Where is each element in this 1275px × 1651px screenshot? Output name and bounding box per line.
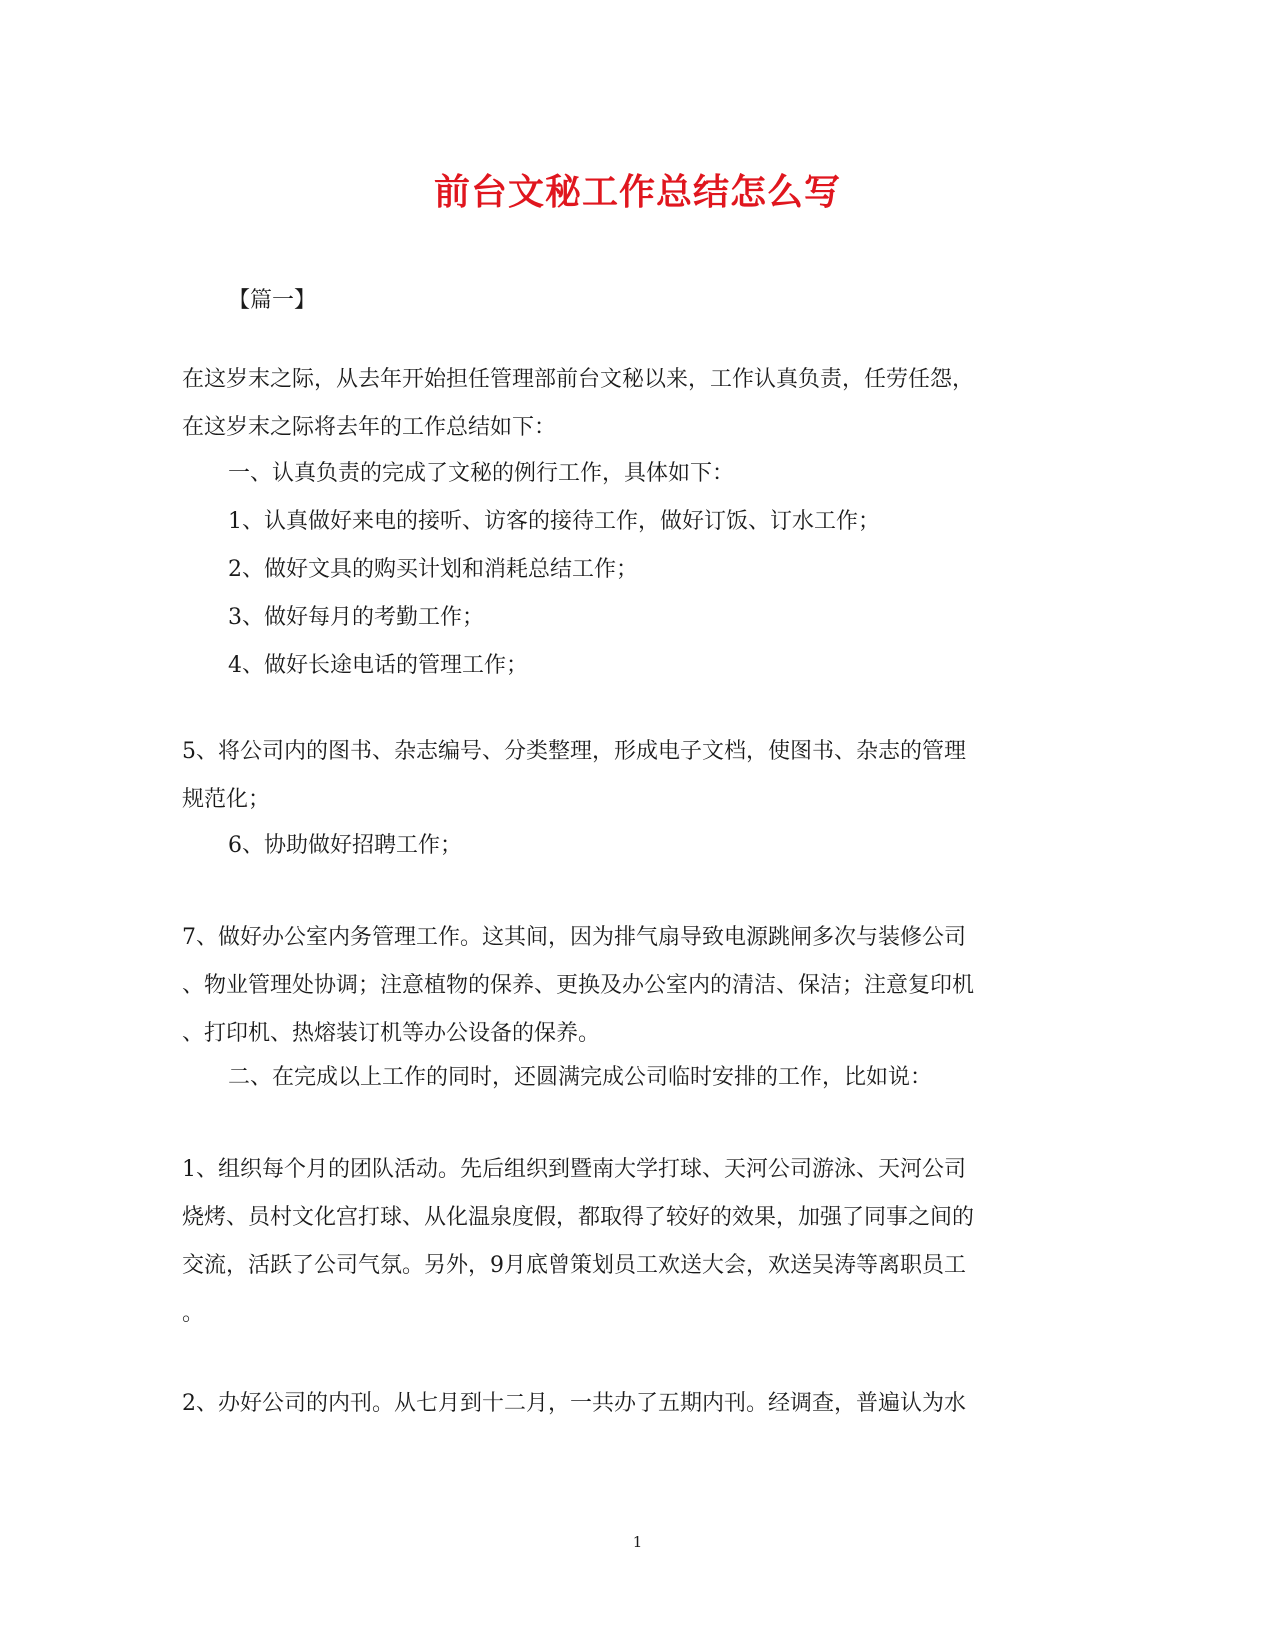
p2-item-2-line-1: 2、办好公司的内刊。从七月到十二月，一共办了五期内刊。经调查，普遍认为水 (182, 1391, 966, 1416)
section-label: 【篇一】 (228, 288, 317, 313)
part-two-item-2 (182, 1380, 1082, 1428)
list-item-3: 3、做好每月的考勤工作； (228, 605, 484, 630)
item-6-line: 6、协助做好招聘工作； (228, 833, 462, 858)
list-item-1: 1、认真做好来电的接听、访客的接待工作，做好订饭、订水工作； (228, 509, 880, 534)
item-7-line-1: 7、做好办公室内务管理工作。这其间，因为排气扇导致电源跳闸多次与装修公司 (182, 925, 966, 950)
list-item-4: 4、做好长途电话的管理工作； (228, 653, 528, 678)
intro-line-2: 在这岁末之际将去年的工作总结如下： (182, 415, 557, 440)
item-7-line-3: 、打印机、热熔装订机等办公设备的保养。 (182, 1021, 601, 1046)
part-two-heading-line: 二、在完成以上工作的同时，还圆满完成公司临时安排的工作，比如说： (228, 1065, 933, 1090)
p2-item-1-line-1: 1、组织每个月的团队活动。先后组织到暨南大学打球、天河公司游泳、天河公司 (182, 1157, 966, 1182)
item-7-line-2: 、物业管理处协调；注意植物的保养、更换及办公室内的清洁、保洁；注意复印机 (182, 973, 975, 998)
list-item-5 (182, 728, 1082, 824)
p2-item-1-line-2: 烧烤、员村文化宫打球、从化温泉度假，都取得了较好的效果，加强了同事之间的 (182, 1205, 975, 1230)
list-item-2: 2、做好文具的购买计划和消耗总结工作； (228, 557, 638, 582)
item-5-line-1: 5、将公司内的图书、杂志编号、分类整理，形成电子文档，使图书、杂志的管理 (182, 739, 966, 764)
intro-line-1: 在这岁末之际，从去年开始担任管理部前台文秘以来，工作认真负责，任劳任怨， (182, 367, 975, 392)
part-two-heading (182, 1054, 1082, 1102)
intro-paragraph (182, 356, 1082, 452)
part-one-heading: 一、认真负责的完成了文秘的例行工作，具体如下： (228, 461, 735, 486)
p2-item-1-line-4: 。 (182, 1301, 205, 1326)
p2-item-1-line-3: 交流，活跃了公司气氛。另外，9月底曾策划员工欢送大会，欢送吴涛等离职员工 (182, 1253, 966, 1278)
document-title: 前台文秘工作总结怎么写 (433, 171, 841, 213)
part-one-list (182, 450, 1082, 690)
item-5-line-2: 规范化； (182, 787, 271, 812)
list-item-6 (182, 822, 1082, 870)
list-item-7 (182, 914, 1082, 1058)
part-two-item-1 (182, 1146, 1082, 1338)
page-number: 1 (632, 1533, 643, 1551)
